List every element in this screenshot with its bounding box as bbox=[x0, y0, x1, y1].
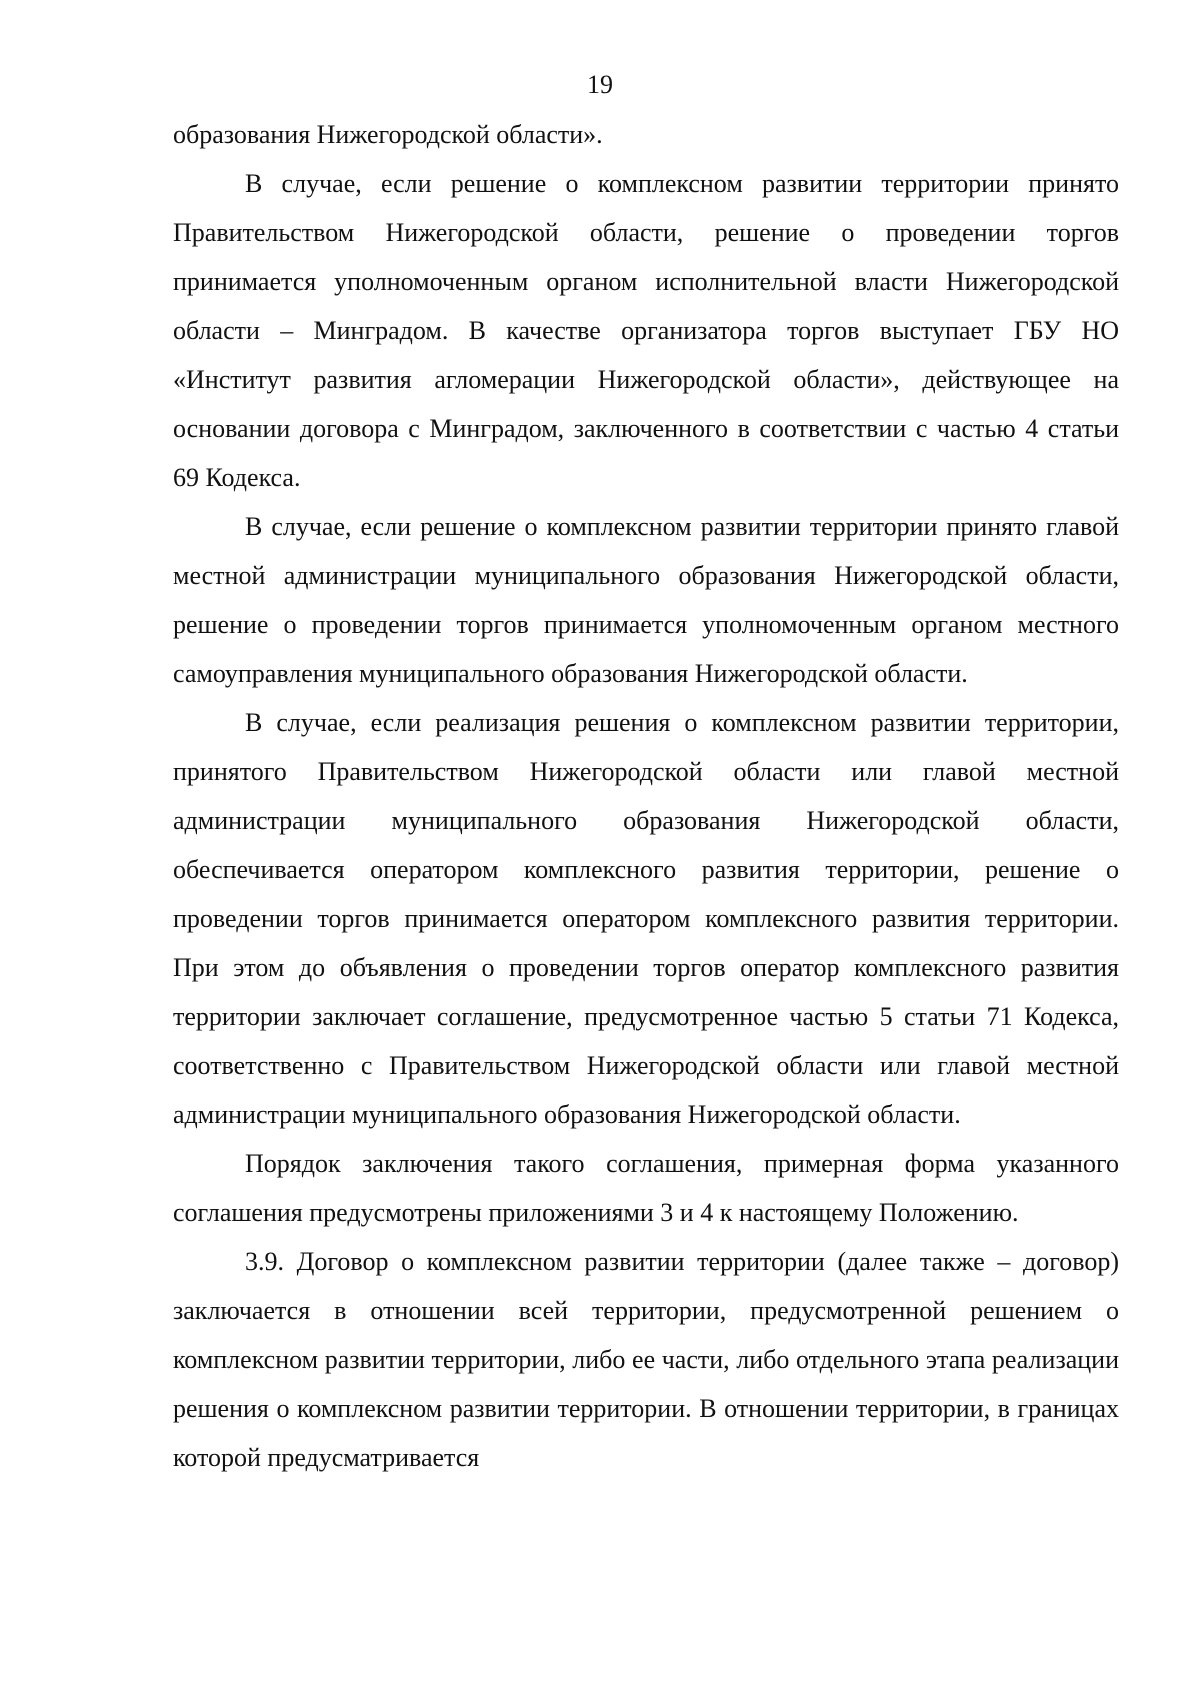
paragraph-agreement-procedure: Порядок заключения такого соглашения, примерная форма указанного соглашения предусмотрены приложениями 3 и 4 к настоящему Положению. bbox=[173, 1149, 1119, 1227]
paragraph-operator-decision: В случае, если реализация решения о комплексном развитии территории, принятого Правительством Нижегородской области или главой местной администрации муниципального образования Нижегородской области, обеспечивается оператором комплексного развития территории, решение о проведении торгов принимается оператором комплексного развития территории. При этом до объявления о проведении торгов оператор комплексного развития территории заключает соглашение, предусмотренное частью 5 статьи 71 Кодекса, соответственно с Правительством Нижегородской области или главой местной администрации муниципального образования Нижегородской области. bbox=[173, 708, 1119, 1129]
document-body bbox=[173, 110, 1119, 1482]
paragraph-continuation: образования Нижегородской области». bbox=[173, 120, 603, 149]
paragraph-section-3-9: 3.9. Договор о комплексном развитии территории (далее также – договор) заключается в отношении всей территории, предусмотренной решением о комплексном развитии территории, либо ее части, либо отдельного этапа реализации решения о комплексном развитии территории. В отношении территории, в границах которой предусматривается bbox=[173, 1247, 1119, 1472]
page-number: 19 bbox=[587, 70, 613, 99]
paragraph-local-administration-decision: В случае, если решение о комплексном развитии территории принято главой местной администрации муниципального образования Нижегородской области, решение о проведении торгов принимается уполномоченным органом местного самоуправления муниципального образования Нижегородской области. bbox=[173, 512, 1119, 688]
paragraph-government-decision: В случае, если решение о комплексном развитии территории принято Правительством Нижегородской области, решение о проведении торгов принимается уполномоченным органом исполнительной власти Нижегородской области – Минградом. В качестве организатора торгов выступает ГБУ НО «Институт развития агломерации Нижегородской области», действующее на основании договора с Минградом, заключенного в соответствии с частью 4 статьи 69 Кодекса. bbox=[173, 169, 1119, 492]
